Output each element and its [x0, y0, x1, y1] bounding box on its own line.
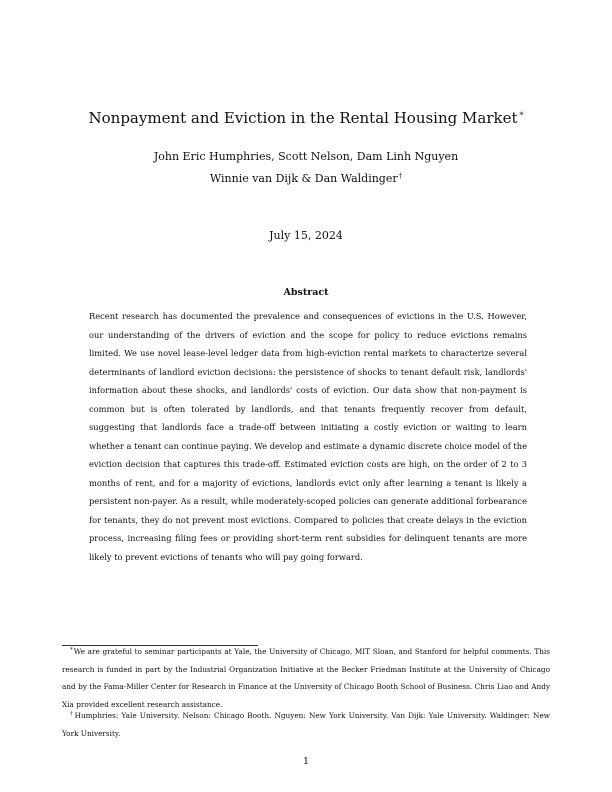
footnote-text: We are grateful to seminar participants at Yale, the University of Chicago, MIT Sloan, and Stanford for helpful comments. This research is funded in part by the Industrial Organization Initiative at the Becker Friedman Institute at the University of Chicago and by the Fama-Miller Center for Research in Finance at the University of Chicago Booth School of Business. Chris Liao and Andy Xia provided excellent research assistance. — [62, 647, 550, 709]
footnote-marker: * — [70, 647, 73, 653]
paper-title — [0, 108, 612, 128]
author-line-2-text: Winnie van Dijk & Dan Waldinger — [209, 172, 398, 185]
title-footnote-marker: * — [519, 111, 524, 120]
footnote-marker: † — [70, 711, 74, 717]
author-line-2 — [0, 172, 612, 186]
author-line-1: John Eric Humphries, Scott Nelson, Dam Linh Nguyen — [153, 150, 459, 163]
page-number: 1 — [302, 756, 310, 767]
abstract-heading: Abstract — [283, 287, 329, 298]
footnote-affiliations — [62, 707, 550, 742]
abstract-body: Recent research has documented the prevalence and consequences of evictions in the U.S. However, our understanding of the drivers of eviction and the scope for policy to reduce evictions remains limited. We use novel lease-level ledger data from high-eviction rental markets to characterize several determinants of landlord eviction decisions: the persistence of shocks to tenant default risk, landlords' information about these shocks, and landlords' costs of eviction. Our data show that non-payment is common but is often tolerated by landlords, and that tenants frequently recover from default, suggesting that landlords face a trade-off between initiating a costly eviction or waiting to learn whether a tenant can continue paying. We develop and estimate a dynamic discrete choice model of the eviction decision that captures this trade-off. Estimated eviction costs are high, on the order of 2 to 3 months of rent, and for a majority of evictions, landlords evict only after learning a tenant is likely a persistent non-payer. As a result, while moderately-scoped policies can generate additional forbearance for tenants, they do not prevent most evictions. Compared to policies that create delays in the eviction process, increasing filing fees or providing short-term rent subsidies for delinquent tenants are more likely to prevent evictions of tenants who will pay going forward. — [89, 311, 527, 562]
footnote-acknowledgements — [62, 643, 550, 713]
author-footnote-marker: † — [398, 172, 403, 180]
footnote-text: Humphries: Yale University. Nelson: Chicago Booth. Nguyen: New York University. Van Dijk: Yale University. Waldinger: New York University. — [62, 711, 551, 738]
paper-title-text: Nonpayment and Eviction in the Rental Housing Market — [88, 109, 518, 127]
paper-date: July 15, 2024 — [269, 229, 343, 242]
